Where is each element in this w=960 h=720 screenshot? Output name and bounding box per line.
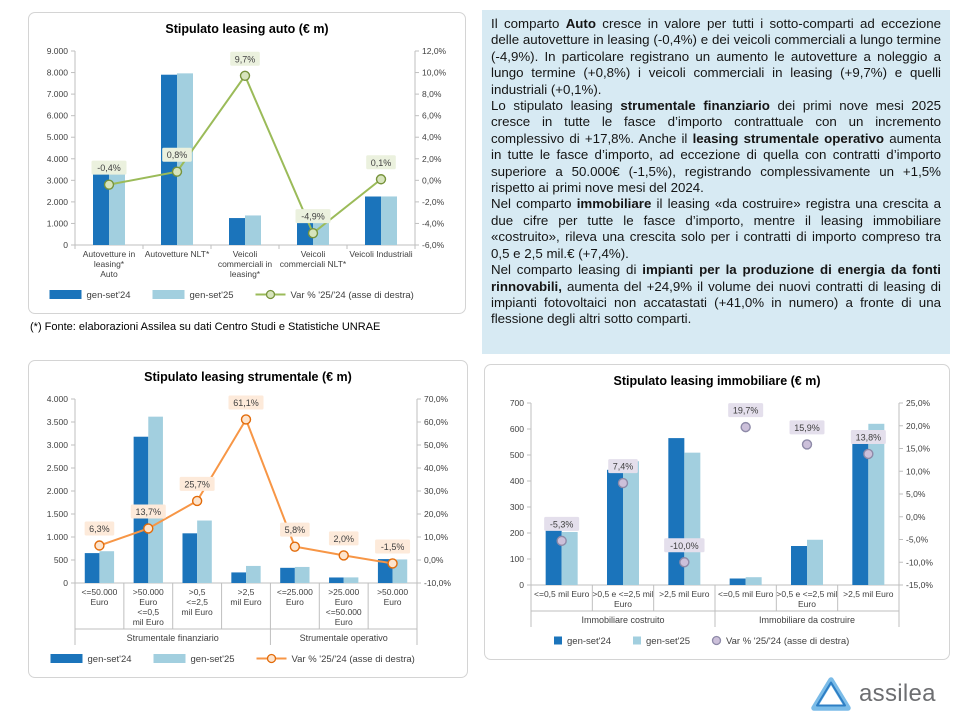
right-axis-tick-label: 10,0% bbox=[422, 67, 447, 78]
variation-marker bbox=[95, 541, 104, 550]
bar-gen-set24 bbox=[365, 197, 381, 246]
category-label: >0,5 e <=2,5 mil bbox=[776, 589, 838, 599]
category-label: Veicoli Industriali bbox=[349, 249, 413, 259]
left-axis-tick-label: 3.000 bbox=[46, 440, 68, 450]
bar-gen-set25 bbox=[197, 521, 212, 583]
right-axis-tick-label: 2,0% bbox=[422, 153, 442, 164]
bar-gen-set25 bbox=[148, 417, 163, 583]
commentary-bold-text: immobiliare bbox=[576, 196, 652, 212]
bar-gen-set25 bbox=[868, 424, 884, 585]
category-label: Euro bbox=[334, 597, 353, 607]
variation-marker bbox=[557, 536, 566, 545]
data-label: 5,8% bbox=[284, 525, 306, 536]
right-axis-tick-label: 10,0% bbox=[424, 532, 449, 542]
left-axis-tick-label: 1.000 bbox=[46, 532, 68, 542]
left-axis-tick-label: 3.500 bbox=[46, 417, 68, 427]
bar-gen-set24 bbox=[791, 546, 807, 585]
left-axis-tick-label: 5.000 bbox=[46, 132, 68, 143]
left-axis-tick-label: 2.500 bbox=[46, 463, 68, 473]
left-axis-tick-label: 600 bbox=[509, 424, 524, 434]
left-axis-tick-label: 500 bbox=[509, 450, 524, 460]
chart-canvas-immobiliare bbox=[485, 389, 951, 653]
chart-title-strumentale: Stipulato leasing strumentale (€ m) bbox=[144, 370, 352, 384]
data-label: 0,1% bbox=[370, 157, 392, 168]
variation-marker bbox=[619, 479, 628, 488]
variation-marker bbox=[309, 229, 318, 238]
right-axis-tick-label: -6,0% bbox=[422, 240, 445, 250]
variation-marker bbox=[741, 423, 750, 432]
chart-panel-leasing-immobiliare bbox=[484, 364, 950, 660]
data-label: -0,4% bbox=[97, 163, 121, 174]
chart-title-auto: Stipulato leasing auto (€ m) bbox=[165, 22, 329, 36]
bar-gen-set25 bbox=[295, 567, 310, 583]
legend-item-variation-marker bbox=[713, 637, 721, 645]
chart-panel-leasing-strumentale bbox=[28, 360, 468, 678]
legend-item-variation-label: Var % '25/'24 (asse di destra) bbox=[291, 654, 415, 665]
data-label: 2,0% bbox=[333, 533, 354, 544]
category-label: >50.000 bbox=[377, 587, 409, 597]
legend-item-gen-set25-swatch bbox=[153, 290, 185, 299]
category-label: mil Euro bbox=[132, 617, 164, 627]
left-axis-tick-label: 3.000 bbox=[46, 175, 68, 186]
category-label: <=2,5 bbox=[186, 597, 209, 607]
chart-title-immobiliare: Stipulato leasing immobiliare (€ m) bbox=[613, 374, 821, 388]
category-label: <=25.000 bbox=[276, 587, 313, 597]
right-axis-tick-label: 20,0% bbox=[906, 420, 931, 431]
category-label: Veicoli bbox=[232, 249, 258, 259]
right-axis-tick-label: 50,0% bbox=[424, 440, 449, 450]
legend-item-gen-set25-label: gen-set'25 bbox=[646, 636, 691, 647]
bar-gen-set25 bbox=[381, 196, 397, 245]
commentary-text: aumenta del +24,9% il volume dei nuovi contratti di leasing di impianti fotovoltaici non accatastati (+41,0% in numero) a fronte di una flessione degli altri sotto comparti. bbox=[491, 278, 941, 327]
left-axis-tick-label: 0 bbox=[63, 240, 68, 250]
group-label: Immobiliare costruito bbox=[581, 615, 665, 625]
data-label: 13,8% bbox=[855, 432, 882, 443]
commentary-text: Lo stipulato leasing bbox=[491, 98, 621, 114]
category-label: leasing* bbox=[93, 259, 125, 269]
right-axis-tick-label: -2,0% bbox=[422, 196, 445, 207]
right-axis-tick-label: 70,0% bbox=[424, 394, 449, 404]
right-axis-tick-label: 20,0% bbox=[424, 509, 449, 519]
legend-item-gen-set24-swatch bbox=[51, 654, 83, 663]
left-axis-tick-label: 6.000 bbox=[46, 110, 68, 121]
commentary-text: dei primi nove mesi 2025 cresce in tutte le fasce d’importo contrattuale con un incremento complessivo di +17,8%. Anche il bbox=[491, 98, 941, 146]
category-label: Euro bbox=[383, 597, 402, 607]
left-axis-tick-label: 4.000 bbox=[46, 153, 68, 164]
category-label: >2,5 bbox=[237, 587, 255, 597]
left-axis-tick-label: 300 bbox=[509, 502, 524, 512]
commentary-text: aumenta in tutte le fasce d’importo, ad eccezione di quella con contratti d’importo superiore a 50.000€ (-1,5%), registrando complessivamente un +1,5% rispetto ai primi nove mesi del 2024. bbox=[491, 130, 941, 196]
variation-marker bbox=[193, 496, 202, 505]
bar-gen-set24 bbox=[182, 533, 197, 583]
commentary-text: il leasing «da costruire» registra una crescita a due cifre per tutte le fasce d’importo, mentre il leasing immobiliare «costruito», rileva una crescita solo per i contratti di importo compreso tra 0,5 e 2,5 mil.€ (+7,4%). bbox=[491, 196, 941, 261]
category-label: Euro bbox=[614, 599, 632, 609]
category-label: >25.000 bbox=[328, 587, 360, 597]
bar-gen-set24 bbox=[85, 553, 100, 583]
left-axis-tick-label: 7.000 bbox=[46, 89, 68, 100]
variation-line bbox=[109, 76, 381, 233]
right-axis-tick-label: 40,0% bbox=[424, 463, 449, 473]
assilea-triangle-icon bbox=[810, 675, 852, 713]
category-label: <=50.000 bbox=[81, 587, 118, 597]
right-axis-tick-label: -5,0% bbox=[906, 534, 929, 545]
commentary-panel bbox=[482, 10, 950, 354]
right-axis-tick-label: 0,0% bbox=[424, 555, 444, 565]
data-label: 7,4% bbox=[612, 461, 634, 472]
category-label: Autovetture NLT* bbox=[144, 249, 210, 259]
category-label: <=50.000 bbox=[325, 607, 362, 617]
legend-item-variation-label: Var % '25/'24 (asse di destra) bbox=[726, 636, 850, 647]
category-label: Euro bbox=[285, 597, 304, 607]
right-axis-tick-label: 15,0% bbox=[906, 443, 931, 454]
bar-gen-set25 bbox=[99, 551, 114, 583]
variation-marker bbox=[377, 175, 386, 184]
right-axis-tick-label: -15,0% bbox=[906, 580, 933, 590]
category-label: >2,5 mil Euro bbox=[843, 589, 894, 599]
data-label: 13,7% bbox=[135, 506, 162, 517]
legend-item-gen-set25-swatch bbox=[154, 654, 186, 663]
category-label: >0,5 e <=2,5 mil bbox=[592, 589, 654, 599]
right-axis-tick-label: -10,0% bbox=[424, 578, 451, 588]
commentary-paragraph bbox=[491, 262, 941, 328]
data-label: 0,8% bbox=[166, 150, 188, 161]
bar-gen-set24 bbox=[229, 218, 245, 245]
bar-gen-set25 bbox=[246, 566, 261, 583]
bar-gen-set25 bbox=[746, 577, 762, 585]
data-label: -10,0% bbox=[670, 540, 699, 551]
assilea-logo bbox=[810, 675, 936, 713]
data-label: -4,9% bbox=[301, 211, 325, 222]
legend-item-variation-marker bbox=[268, 655, 276, 663]
right-axis-tick-label: 0,0% bbox=[422, 175, 442, 186]
variation-marker bbox=[173, 167, 182, 176]
category-label: commerciali NLT* bbox=[279, 259, 347, 269]
right-axis-tick-label: 12,0% bbox=[422, 46, 447, 56]
left-axis-tick-label: 200 bbox=[509, 528, 524, 538]
data-label: 15,9% bbox=[794, 422, 820, 433]
left-axis-tick-label: 2.000 bbox=[46, 486, 68, 496]
left-axis-tick-label: 2.000 bbox=[46, 196, 68, 207]
commentary-bold-text: strumentale finanziario bbox=[620, 98, 770, 114]
variation-marker bbox=[242, 415, 251, 424]
left-axis-tick-label: 700 bbox=[509, 398, 524, 408]
category-label: Veicoli bbox=[300, 249, 326, 259]
legend-item-gen-set24-label: gen-set'24 bbox=[87, 654, 132, 665]
commentary-paragraph bbox=[491, 196, 941, 262]
variation-marker bbox=[241, 71, 250, 80]
bar-gen-set24 bbox=[231, 572, 246, 583]
data-label: -5,3% bbox=[549, 519, 574, 530]
chart-canvas-auto bbox=[29, 37, 467, 307]
group-label: Strumentale finanziario bbox=[126, 633, 219, 643]
left-axis-tick-label: 0 bbox=[519, 580, 524, 590]
category-label: Euro bbox=[334, 617, 353, 627]
left-axis-tick-label: 9.000 bbox=[46, 46, 68, 56]
right-axis-tick-label: 30,0% bbox=[424, 486, 449, 496]
right-axis-tick-label: 60,0% bbox=[424, 417, 449, 427]
commentary-text: Il comparto bbox=[491, 16, 566, 31]
category-label: leasing* bbox=[229, 269, 261, 279]
left-axis-tick-label: 500 bbox=[53, 555, 68, 565]
category-label: >2,5 mil Euro bbox=[659, 589, 710, 599]
bar-gen-set25 bbox=[807, 540, 823, 585]
variation-marker bbox=[290, 542, 299, 551]
group-label: Strumentale operativo bbox=[299, 633, 388, 643]
commentary-paragraph bbox=[491, 98, 941, 196]
left-axis-tick-label: 8.000 bbox=[46, 67, 68, 78]
commentary-bold-text: Auto bbox=[565, 16, 596, 31]
left-axis-tick-label: 400 bbox=[509, 476, 524, 486]
bar-gen-set24 bbox=[852, 443, 868, 585]
legend-item-variation-marker bbox=[267, 291, 275, 299]
category-label: Euro bbox=[139, 597, 158, 607]
data-label: 9,7% bbox=[234, 54, 256, 65]
commentary-text: Nel comparto leasing di bbox=[491, 262, 643, 278]
legend-item-gen-set24-label: gen-set'24 bbox=[86, 290, 131, 301]
right-axis-tick-label: -4,0% bbox=[422, 218, 445, 229]
bar-gen-set24 bbox=[280, 568, 295, 583]
left-axis-tick-label: 4.000 bbox=[46, 394, 68, 404]
bar-gen-set25 bbox=[344, 577, 359, 583]
data-label: 25,7% bbox=[184, 479, 210, 490]
group-label: Immobiliare da costruire bbox=[758, 615, 856, 625]
data-label: 6,3% bbox=[89, 524, 110, 535]
right-axis-tick-label: 5,0% bbox=[906, 489, 926, 499]
category-label: mil Euro bbox=[181, 607, 213, 617]
assilea-logo-text: assilea bbox=[859, 680, 936, 707]
commentary-text: cresce in valore per tutti i sotto-comparti ad eccezione delle autovetture in leasing (-0,4%) e dei veicoli commerciali a lungo termine (-4,9%). In particolare registrano un aumento le autovetture a noleggio a lungo termine (+0,8%) i veicoli commerciali in leasing (+9,7%) e quelli industriali (+0,1%). bbox=[491, 16, 941, 97]
right-axis-tick-label: 25,0% bbox=[906, 398, 931, 408]
variation-marker bbox=[680, 558, 689, 567]
legend-item-gen-set24-swatch bbox=[554, 637, 562, 645]
variation-marker bbox=[388, 559, 397, 568]
category-label: <=0,5 mil Euro bbox=[718, 589, 774, 599]
variation-marker bbox=[803, 440, 812, 449]
category-label: >50.000 bbox=[132, 587, 164, 597]
category-label: <=0,5 mil Euro bbox=[534, 589, 590, 599]
legend-item-variation-label: Var % '25/'24 (asse di destra) bbox=[290, 290, 414, 301]
left-axis-tick-label: 0 bbox=[63, 578, 68, 588]
right-axis-tick-label: 4,0% bbox=[422, 132, 442, 143]
left-axis-tick-label: 1.000 bbox=[46, 218, 68, 229]
variation-marker bbox=[144, 524, 153, 533]
right-axis-tick-label: 10,0% bbox=[906, 466, 931, 477]
right-axis-tick-label: 6,0% bbox=[422, 110, 442, 121]
legend-item-gen-set25-label: gen-set'25 bbox=[190, 654, 235, 665]
category-label: <=0,5 bbox=[137, 607, 160, 617]
bar-gen-set25 bbox=[245, 215, 261, 245]
category-label: mil Euro bbox=[230, 597, 262, 607]
category-label: Euro bbox=[90, 597, 109, 607]
chart-canvas-strumentale bbox=[29, 385, 469, 671]
bar-gen-set24 bbox=[730, 579, 746, 586]
category-label: Autovetture in bbox=[82, 249, 136, 259]
commentary-bold-text: leasing strumentale operativo bbox=[692, 130, 885, 146]
category-label: Euro bbox=[798, 599, 816, 609]
chart-panel-leasing-auto bbox=[28, 12, 466, 314]
variation-marker bbox=[339, 551, 348, 560]
legend-item-gen-set25-swatch bbox=[633, 637, 641, 645]
source-footnote: (*) Fonte: elaborazioni Assilea su dati Centro Studi e Statistiche UNRAE bbox=[30, 321, 381, 333]
category-label: commerciali in bbox=[217, 259, 273, 269]
left-axis-tick-label: 1.500 bbox=[46, 509, 68, 519]
category-label: >0,5 bbox=[188, 587, 206, 597]
right-axis-tick-label: -10,0% bbox=[906, 557, 933, 568]
right-axis-tick-label: 8,0% bbox=[422, 89, 442, 100]
variation-marker bbox=[864, 449, 873, 458]
data-label: 61,1% bbox=[233, 397, 259, 408]
variation-marker bbox=[105, 180, 114, 189]
left-axis-tick-label: 100 bbox=[509, 554, 524, 564]
right-axis-tick-label: 0,0% bbox=[906, 511, 926, 522]
commentary-text: Nel comparto bbox=[491, 196, 577, 212]
legend-item-gen-set25-label: gen-set'25 bbox=[189, 290, 234, 301]
data-label: 19,7% bbox=[732, 405, 759, 416]
legend-item-gen-set24-label: gen-set'24 bbox=[567, 636, 612, 647]
commentary-paragraph bbox=[491, 16, 941, 98]
commentary-bold-text: impianti per la produzione di energia da fonti rinnovabili, bbox=[491, 262, 941, 294]
data-label: -1,5% bbox=[380, 541, 405, 552]
category-label: Auto bbox=[100, 269, 118, 279]
legend-item-gen-set24-swatch bbox=[50, 290, 82, 299]
bar-gen-set24 bbox=[329, 577, 344, 583]
